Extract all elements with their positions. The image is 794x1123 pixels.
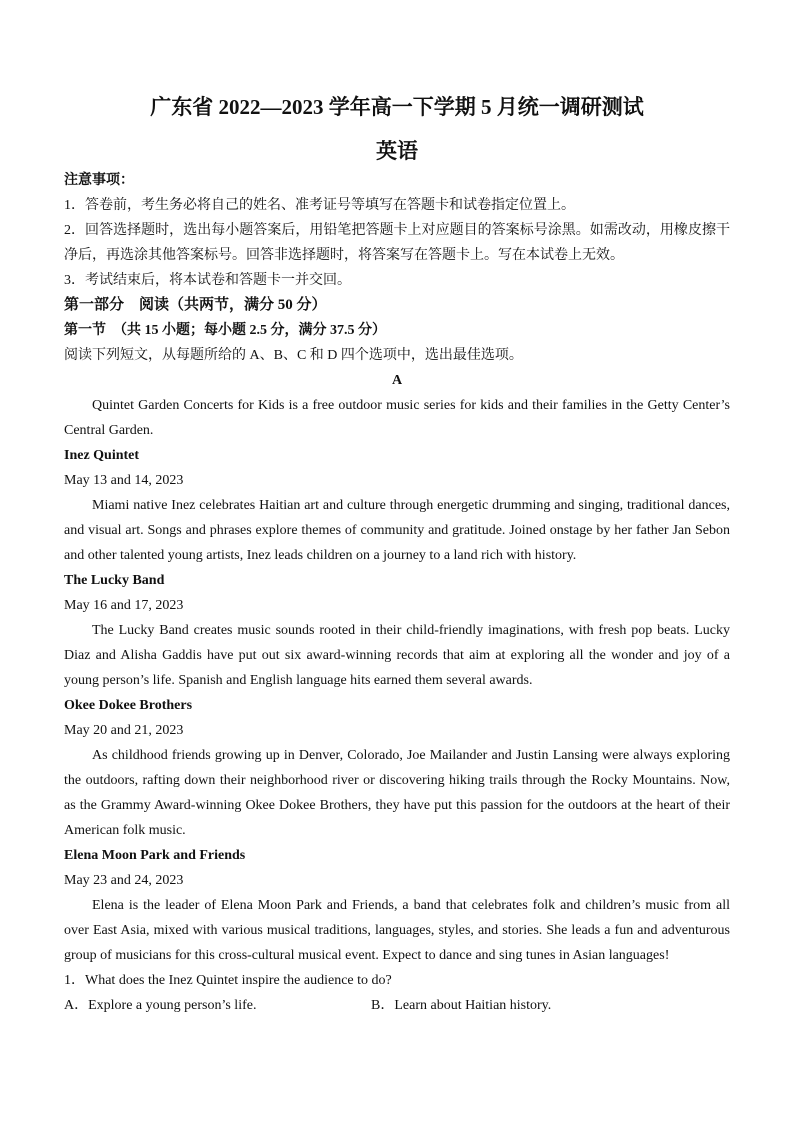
- event-okee-dokee: [64, 693, 730, 843]
- notes-heading: 注意事项：: [64, 173, 134, 188]
- event-date: May 20 and 21, 2023: [64, 723, 184, 738]
- question-1-options: [64, 993, 730, 1018]
- note-item-1: 1．答卷前，考生务必将自己的姓名、准考证号等填写在答题卡和试卷指定位置上。: [64, 198, 575, 213]
- event-name: Inez Quintet: [64, 448, 140, 463]
- event-date: May 23 and 24, 2023: [64, 873, 184, 888]
- event-description: As childhood friends growing up in Denver, Colorado, Joe Mailander and Justin Lansing were always exploring the outdoors, rafting down their neighborhood river or discovering hiking trails through the Rocky Mountains. Now, as the Grammy Award-winning Okee Dokee Brothers, they have put this passion for the outdoors at the heart of their American folk music.: [64, 748, 730, 838]
- section-heading: 第一节 （共 15 小题；每小题 2.5 分，满分 37.5 分）: [64, 323, 386, 338]
- exam-page: [64, 92, 730, 1018]
- event-date: May 13 and 14, 2023: [64, 473, 184, 488]
- event-lucky-band: [64, 568, 730, 693]
- option-b: B．Learn about Haitian history.: [371, 998, 552, 1013]
- question-1-stem: 1．What does the Inez Quintet inspire the audience to do?: [64, 973, 392, 988]
- event-elena-moon-park: [64, 843, 730, 968]
- passage-intro: Quintet Garden Concerts for Kids is a free outdoor music series for kids and their families in the Getty Center’s Central Garden.: [64, 398, 730, 438]
- note-item-2: 2．回答选择题时，选出每小题答案后，用铅笔把答题卡上对应题目的答案标号涂黑。如需改动，用橡皮擦干净后，再选涂其他答案标号。回答非选择题时，将答案写在答题卡上。写在本试卷上无效。: [64, 223, 730, 263]
- event-name: Okee Dokee Brothers: [64, 698, 193, 713]
- event-date: May 16 and 17, 2023: [64, 598, 184, 613]
- part-heading: 第一部分 阅读（共两节，满分 50 分）: [64, 297, 327, 313]
- event-description: Elena is the leader of Elena Moon Park and Friends, a band that celebrates folk and children’s music from all over East Asia, mixed with various musical traditions, languages, styles, and stories. She leads a fun and adventurous group of musicians for this cross-cultural musical event. Expect to dance and sing tunes in Asian languages!: [64, 898, 730, 963]
- note-item-3: 3．考试结束后，将本试卷和答题卡一并交回。: [64, 273, 351, 288]
- event-name: Elena Moon Park and Friends: [64, 848, 246, 863]
- section-instruction: 阅读下列短文，从每题所给的 A、B、C 和 D 四个选项中，选出最佳选项。: [64, 348, 523, 363]
- event-description: The Lucky Band creates music sounds rooted in their child-friendly imaginations, with fresh pop beats. Lucky Diaz and Alisha Gaddis have put out six award-winning records that aim at exploring all the wonder and joy of a young person’s life. Spanish and English language hits earned them several awards.: [64, 623, 730, 688]
- event-inez: [64, 443, 730, 568]
- subject-title: 英语: [376, 139, 418, 163]
- option-a: A．Explore a young person’s life.: [64, 998, 257, 1013]
- exam-title: 广东省 2022—2023 学年高一下学期 5 月统一调研测试: [150, 95, 644, 119]
- event-name: The Lucky Band: [64, 573, 165, 588]
- event-description: Miami native Inez celebrates Haitian art and culture through energetic drumming and singing, traditional dances, and visual art. Songs and phrases explore themes of community and gratitude. Joined onstage by her father Jan Sebon and other talented young artists, Inez leads children on a journey to a land rich with history.: [64, 498, 730, 563]
- passage-label: A: [391, 373, 403, 388]
